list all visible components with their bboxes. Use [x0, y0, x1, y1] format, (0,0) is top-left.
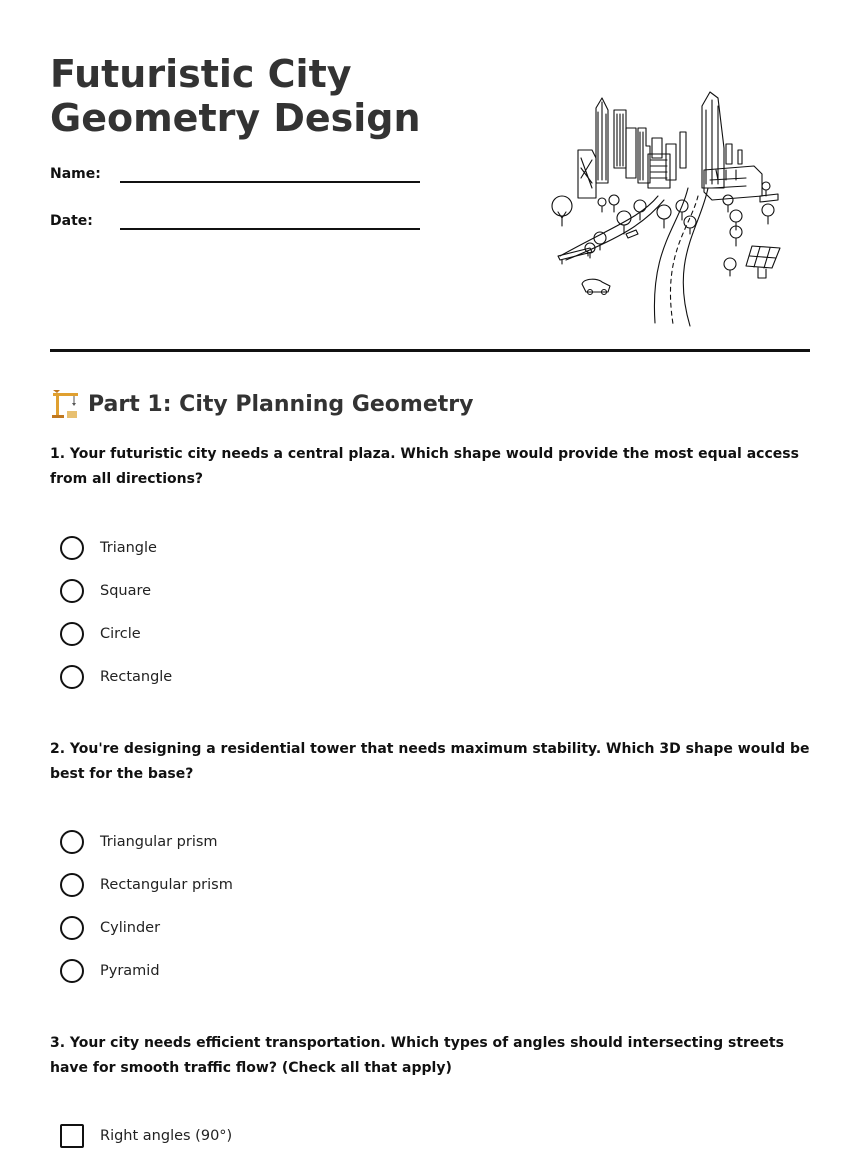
name-label: Name: [50, 166, 101, 182]
q1-option-circle[interactable] [60, 621, 141, 647]
option-label: Circle [100, 626, 141, 642]
radio-button[interactable] [60, 536, 84, 560]
option-label: Rectangle [100, 669, 173, 685]
construction-crane-icon [50, 389, 80, 419]
q2-option-triangular-prism[interactable] [60, 829, 218, 855]
q1-option-triangle[interactable] [60, 535, 157, 561]
q2-option-cylinder[interactable] [60, 915, 160, 941]
date-field[interactable] [50, 213, 420, 243]
city-illustration [540, 88, 800, 328]
question-3-text: 3. Your city needs efficient transportation. Which types of angles should intersecting streets have for smooth traffic flow? (Check all that apply) [50, 1035, 784, 1076]
option-label: Triangular prism [100, 834, 218, 850]
name-field[interactable] [50, 166, 420, 196]
date-input-line[interactable] [120, 228, 420, 230]
option-label: Square [100, 583, 152, 599]
section-heading [50, 388, 473, 420]
option-label: Triangle [100, 540, 157, 556]
section-title: Part 1: City Planning Geometry [88, 391, 474, 417]
question-1-text: 1. Your futuristic city needs a central plaza. Which shape would provide the most equal access from all directions? [50, 446, 799, 487]
option-label: Right angles (90°) [100, 1128, 233, 1144]
radio-button[interactable] [60, 830, 84, 854]
question-2-text: 2. You're designing a residential tower that needs maximum stability. Which 3D shape would be best for the base? [50, 741, 810, 782]
radio-button[interactable] [60, 579, 84, 603]
option-label: Cylinder [100, 920, 161, 936]
q2-option-rectangular-prism[interactable] [60, 872, 233, 898]
q1-option-rectangle[interactable] [60, 664, 172, 690]
q2-option-pyramid[interactable] [60, 958, 160, 984]
option-label: Pyramid [100, 963, 160, 979]
name-input-line[interactable] [120, 181, 420, 183]
radio-button[interactable] [60, 916, 84, 940]
q3-option-right-angles[interactable] [60, 1123, 232, 1149]
option-label: Rectangular prism [100, 877, 233, 893]
radio-button[interactable] [60, 622, 84, 646]
radio-button[interactable] [60, 665, 84, 689]
checkbox[interactable] [60, 1124, 84, 1148]
radio-button[interactable] [60, 959, 84, 983]
date-label: Date: [50, 213, 93, 229]
header-divider [50, 349, 810, 352]
radio-button[interactable] [60, 873, 84, 897]
q1-option-square[interactable] [60, 578, 151, 604]
page-title: Futuristic City Geometry Design [50, 52, 421, 140]
